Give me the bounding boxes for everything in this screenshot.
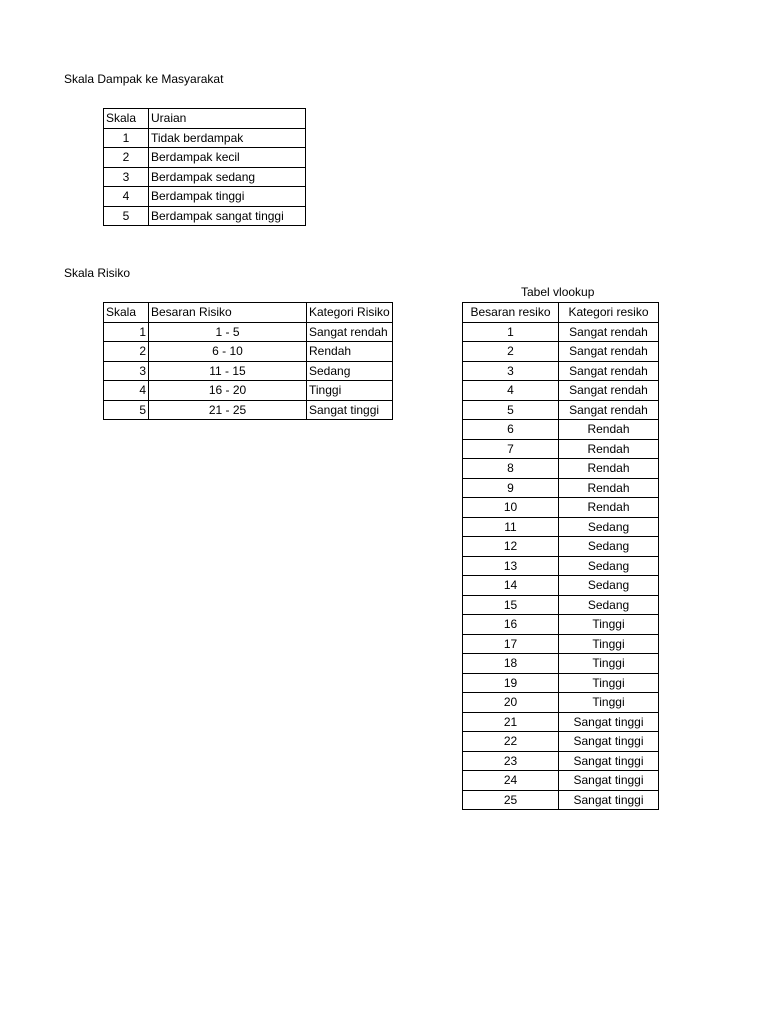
table-row <box>104 342 393 362</box>
table-row <box>463 498 659 518</box>
table-row <box>463 361 659 381</box>
table-row <box>463 790 659 810</box>
table-cell: Sangat rendah <box>559 381 659 401</box>
table-cell: 19 <box>463 673 559 693</box>
table-row <box>463 654 659 674</box>
table-cell: Rendah <box>559 498 659 518</box>
section-title-dampak: Skala Dampak ke Masyarakat <box>64 72 224 86</box>
table-cell: Rendah <box>559 478 659 498</box>
table-cell: Sedang <box>559 556 659 576</box>
table-cell: Sangat rendah <box>559 342 659 362</box>
table-row <box>463 673 659 693</box>
table-cell: Berdampak sangat tinggi <box>149 206 306 226</box>
section-title-risiko: Skala Risiko <box>64 266 131 280</box>
table-cell: 3 <box>463 361 559 381</box>
table-cell: Sangat tinggi <box>559 751 659 771</box>
table-cell: 23 <box>463 751 559 771</box>
table-cell: 5 <box>104 206 149 226</box>
table-cell: 18 <box>463 654 559 674</box>
table-cell: 21 - 25 <box>149 400 307 420</box>
table-cell: Sangat tinggi <box>307 400 393 420</box>
section-title-vlookup: Tabel vlookup <box>521 285 595 299</box>
table-cell: Sedang <box>559 517 659 537</box>
table-cell: 24 <box>463 771 559 791</box>
table-cell: 2 <box>463 342 559 362</box>
table-row <box>463 751 659 771</box>
table-row <box>463 732 659 752</box>
table-row <box>463 595 659 615</box>
table-row <box>104 400 393 420</box>
table-cell: Tinggi <box>559 634 659 654</box>
table-cell: 20 <box>463 693 559 713</box>
header-cell: Besaran resiko <box>463 303 559 323</box>
table-cell: Sedang <box>559 576 659 596</box>
table-cell: 7 <box>463 439 559 459</box>
header-cell: Skala <box>104 109 149 129</box>
table-row <box>463 712 659 732</box>
table-header-row <box>104 303 393 323</box>
table-row <box>463 615 659 635</box>
table-row <box>463 322 659 342</box>
table-cell: Berdampak sedang <box>149 167 306 187</box>
table-cell: Rendah <box>559 420 659 440</box>
table-cell: 15 <box>463 595 559 615</box>
table-cell: 21 <box>463 712 559 732</box>
table-row <box>463 517 659 537</box>
table-row <box>463 634 659 654</box>
table-cell: 1 - 5 <box>149 322 307 342</box>
table-cell: 2 <box>104 342 149 362</box>
table-skala-risiko <box>103 302 393 420</box>
table-cell: 10 <box>463 498 559 518</box>
table-cell: Sangat tinggi <box>559 790 659 810</box>
table-vlookup <box>462 302 659 810</box>
table-cell: 4 <box>104 187 149 207</box>
table-cell: 8 <box>463 459 559 479</box>
table-cell: Rendah <box>559 459 659 479</box>
table-cell: Rendah <box>559 439 659 459</box>
table-cell: 3 <box>104 361 149 381</box>
table-cell: Tinggi <box>559 673 659 693</box>
table-cell: 13 <box>463 556 559 576</box>
table-row <box>463 771 659 791</box>
table-cell: 9 <box>463 478 559 498</box>
table-cell: 14 <box>463 576 559 596</box>
table-cell: 1 <box>104 322 149 342</box>
table-row <box>463 459 659 479</box>
table-cell: 22 <box>463 732 559 752</box>
table-row <box>104 322 393 342</box>
table-cell: 5 <box>104 400 149 420</box>
table-cell: 3 <box>104 167 149 187</box>
table-cell: Sedang <box>307 361 393 381</box>
table-row <box>463 439 659 459</box>
table-cell: Sedang <box>559 537 659 557</box>
table-cell: 1 <box>463 322 559 342</box>
table-row <box>104 187 306 207</box>
header-cell: Uraian <box>149 109 306 129</box>
table-cell: 11 - 15 <box>149 361 307 381</box>
table-skala-dampak <box>103 108 306 226</box>
table-cell: Berdampak tinggi <box>149 187 306 207</box>
table-cell: Tinggi <box>559 615 659 635</box>
table-cell: Berdampak kecil <box>149 148 306 168</box>
table-cell: Sangat rendah <box>559 322 659 342</box>
table-row <box>463 576 659 596</box>
table-cell: Tinggi <box>559 693 659 713</box>
table-cell: 6 - 10 <box>149 342 307 362</box>
table-cell: 4 <box>463 381 559 401</box>
table-row <box>463 556 659 576</box>
table-row <box>463 420 659 440</box>
table-cell: 1 <box>104 128 149 148</box>
table-row <box>104 206 306 226</box>
table-cell: Sangat rendah <box>307 322 393 342</box>
table-cell: 2 <box>104 148 149 168</box>
table-row <box>104 361 393 381</box>
table-header-row <box>463 303 659 323</box>
table-cell: 17 <box>463 634 559 654</box>
table-cell: Tinggi <box>559 654 659 674</box>
table-cell: Sangat tinggi <box>559 712 659 732</box>
table-cell: 6 <box>463 420 559 440</box>
table-row <box>463 342 659 362</box>
table-cell: Sangat tinggi <box>559 732 659 752</box>
table-cell: 11 <box>463 517 559 537</box>
table-cell: 16 <box>463 615 559 635</box>
table-cell: Sangat rendah <box>559 400 659 420</box>
table-cell: 25 <box>463 790 559 810</box>
table-cell: Tinggi <box>307 381 393 401</box>
table-row <box>104 148 306 168</box>
table-cell: Sangat tinggi <box>559 771 659 791</box>
table-row <box>104 167 306 187</box>
table-row <box>463 693 659 713</box>
header-cell: Kategori Risiko <box>307 303 393 323</box>
header-cell: Skala <box>104 303 149 323</box>
table-cell: 16 - 20 <box>149 381 307 401</box>
header-cell: Kategori resiko <box>559 303 659 323</box>
table-cell: Rendah <box>307 342 393 362</box>
table-cell: 4 <box>104 381 149 401</box>
table-cell: 5 <box>463 400 559 420</box>
table-cell: Sedang <box>559 595 659 615</box>
table-row <box>104 128 306 148</box>
table-header-row <box>104 109 306 129</box>
table-cell: Tidak berdampak <box>149 128 306 148</box>
table-cell: 12 <box>463 537 559 557</box>
table-row <box>463 400 659 420</box>
table-cell: Sangat rendah <box>559 361 659 381</box>
table-row <box>463 381 659 401</box>
table-row <box>463 537 659 557</box>
table-row <box>104 381 393 401</box>
table-row <box>463 478 659 498</box>
header-cell: Besaran Risiko <box>149 303 307 323</box>
